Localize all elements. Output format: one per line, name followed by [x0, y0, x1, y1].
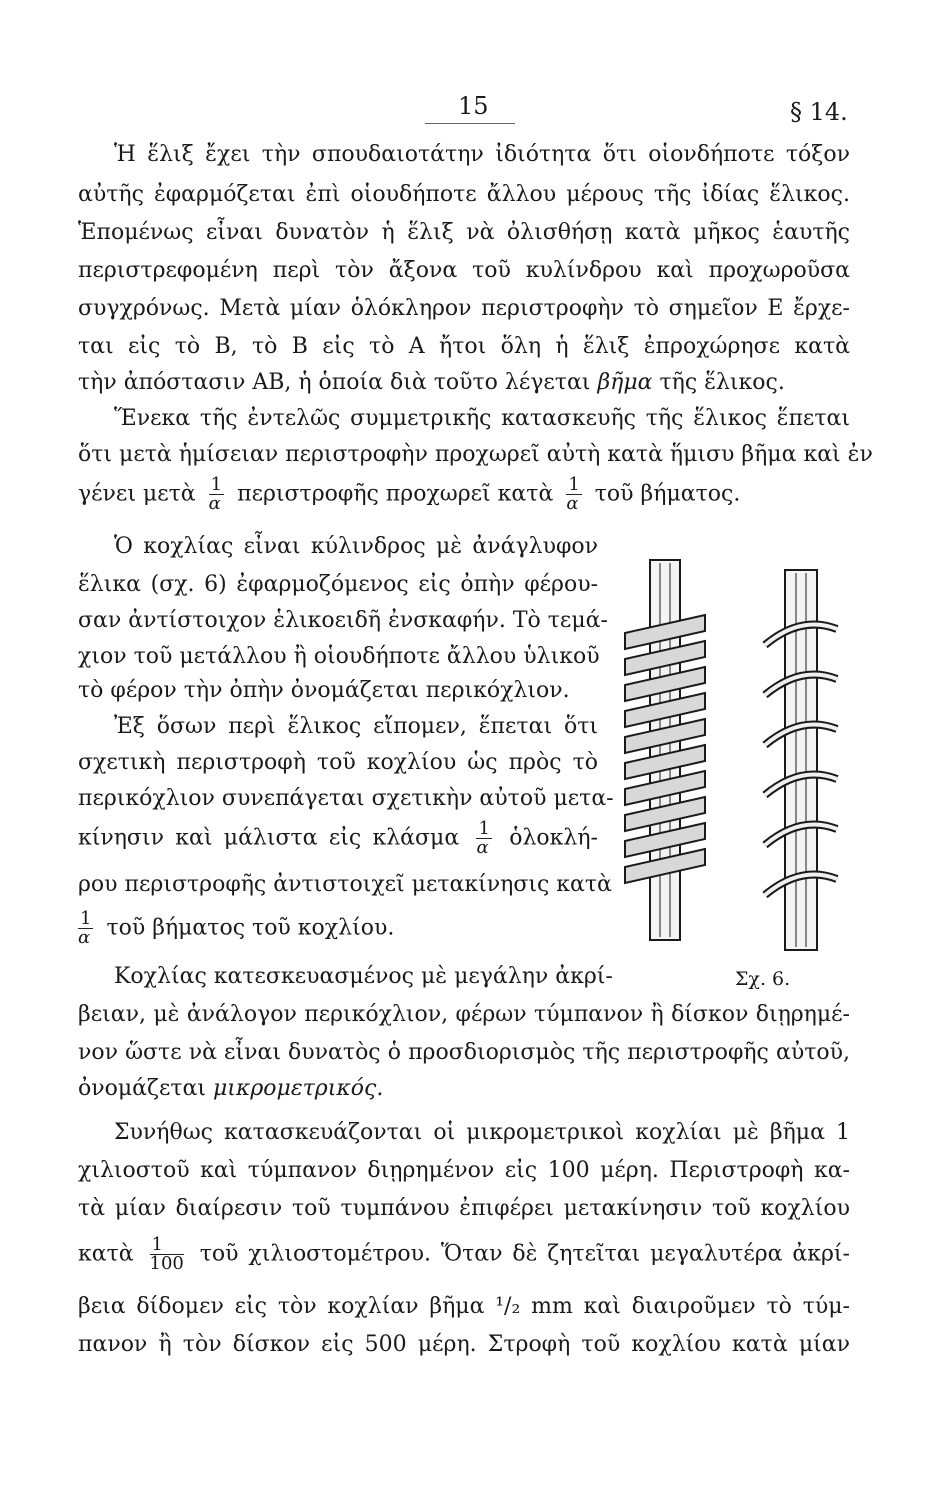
text-line: Ἑπομένως εἶναι δυνατὸν ἡ ἕλιξ νὰ ὀλισθήσῃ κατὰ μῆκος ἑαυτῆς: [78, 220, 850, 245]
fraction-numerator: 1: [478, 818, 490, 839]
text-span: κίνησιν καὶ μάλιστα εἰς κλάσμα: [78, 825, 460, 851]
fraction-one-over-hundred: [150, 1236, 184, 1273]
text-line: ὅτι μετὰ ἡμίσειαν περιστροφὴν προχωρεῖ αὐτὴ κατὰ ἥμισυ βῆμα καὶ ἐν: [78, 442, 873, 467]
text-line: [78, 820, 598, 857]
text-line: Ἐξ ὅσων περὶ ἕλικος εἴπομεν, ἕπεται ὅτι: [114, 714, 598, 739]
text-line: νον ὥστε νὰ εἶναι δυνατὸς ὁ προσδιορισμὸς τῆς περιστροφῆς αὐτοῦ,: [78, 1040, 850, 1065]
text-line: ρου περιστροφῆς ἀντιστοιχεῖ μετακίνησις κατὰ: [78, 872, 612, 897]
text-line: χιον τοῦ μετάλλου ἢ οἱουδήποτε ἄλλου ὑλικοῦ: [78, 644, 600, 669]
text-line: σαν ἀντίστοιχον ἑλικοειδῆ ἐνσκαφήν. Τὸ τεμά-: [78, 608, 608, 633]
text-line: τὸ φέρον τὴν ὀπὴν ὀνομάζεται περικόχλιον.: [78, 678, 570, 703]
text-line: [78, 1074, 850, 1104]
fraction-numerator: 1: [210, 474, 223, 495]
fraction-one-over-alpha: [209, 476, 224, 513]
fraction-denominator: α: [208, 493, 221, 514]
text-line: αὐτῆς ἐφαρμόζεται ἐπὶ οἱουδήποτε ἄλλου μέρους τῆς ἰδίας ἕλικος.: [78, 182, 850, 207]
text-line: Συνήθως κατασκευάζονται οἱ μικρομετρικοὶ κοχλίαι μὲ βῆμα 1: [114, 1120, 850, 1145]
text-line: βειαν, μὲ ἀνάλογον περικόχλιον, φέρων τύμπανον ἢ δίσκον διῃρημέ-: [78, 1002, 850, 1027]
emphasis-term: βῆμα: [597, 370, 653, 395]
text-line: [78, 910, 598, 947]
text-line: [78, 476, 778, 513]
section-number: § 14.: [790, 98, 848, 126]
text-span: τοῦ βήματος.: [594, 481, 741, 507]
text-span: τοῦ βήματος τοῦ κοχλίου.: [106, 915, 395, 941]
text-line: συγχρόνως. Μετὰ μίαν ὁλόκληρον περιστροφὴν τὸ σημεῖον Ε ἔρχε-: [78, 296, 850, 321]
emphasis-term: μικρομετρικός.: [213, 1076, 384, 1101]
text-line: Κοχλίας κατεσκευασμένος μὲ μεγάλην ἀκρί-: [114, 964, 613, 989]
text-line: Ἡ ἕλιξ ἔχει τὴν σπουδαιοτάτην ἰδιότητα ὅτι οἱονδήποτε τόξον: [114, 142, 850, 167]
text-span: γένει μετὰ: [78, 481, 196, 507]
fraction-one-over-alpha: [476, 820, 491, 857]
solid-screw-drawing: [625, 560, 705, 940]
coil-screw-drawing: [765, 570, 837, 950]
text-line: [78, 1236, 850, 1273]
text-line: ται εἰς τὸ Β, τὸ Β εἰς τὸ Α ἤτοι ὅλη ἡ ἕλιξ ἐπροχώρησε κατὰ: [78, 334, 850, 359]
screw-figure: [615, 555, 855, 955]
text-span: περιστροφῆς προχωρεῖ κατὰ: [237, 481, 554, 507]
fraction-one-over-alpha: [566, 476, 581, 513]
text-span: ὁλοκλή-: [509, 825, 598, 851]
text-span: κατὰ: [78, 1241, 134, 1267]
text-line: ἕλικα (σχ. 6) ἐφαρμοζόμενος εἰς ὀπὴν φέρου-: [78, 572, 598, 597]
fraction-denominator: α: [78, 927, 91, 948]
text-line: Ἕνεκα τῆς ἐντελῶς συμμετρικῆς κατασκευῆς τῆς ἕλικος ἕπεται: [114, 406, 850, 431]
screw-illustration: [615, 555, 855, 955]
fraction-one-over-alpha: [78, 910, 93, 947]
text-span: τῆς ἕλικος.: [659, 370, 785, 395]
text-line: χιλιοστοῦ καὶ τύμπανον διῃρημένον εἰς 100 μέρη. Περιστροφὴ κα-: [78, 1158, 850, 1183]
figure-caption: Σχ. 6.: [735, 968, 791, 990]
text-line: τὰ μίαν διαίρεσιν τοῦ τυμπάνου ἐπιφέρει μετακίνησιν τοῦ κοχλίου: [78, 1196, 850, 1221]
fraction-numerator: 1: [150, 1236, 184, 1255]
page-number: 15: [458, 92, 489, 120]
text-line: σχετικὴ περιστροφὴ τοῦ κοχλίου ὡς πρὸς τὸ: [78, 750, 598, 775]
fraction-numerator: 1: [80, 908, 92, 929]
text-line: πανον ἢ τὸν δίσκον εἰς 500 μέρη. Στροφὴ τοῦ κοχλίου κατὰ μίαν: [78, 1332, 850, 1357]
text-span: τοῦ χιλιοστομέτρου. Ὅταν δὲ ζητεῖται μεγαλυτέρα ἀκρί-: [199, 1241, 850, 1267]
text-line: περιστρεφομένη περὶ τὸν ἄξονα τοῦ κυλίνδρου καὶ προχωροῦσα: [78, 258, 850, 283]
text-span: ὀνομάζεται: [78, 1076, 206, 1101]
text-span: τὴν ἀπόστασιν ΑΒ, ἡ ὁποία διὰ τοῦτο λέγεται: [78, 370, 591, 395]
fraction-denominator: 100: [149, 1253, 184, 1274]
text-line: Ὁ κοχλίας εἶναι κύλινδρος μὲ ἀνάγλυφον: [114, 534, 598, 559]
text-line: περικόχλιον συνεπάγεται σχετικὴν αὐτοῦ μετα-: [78, 786, 614, 811]
fraction-denominator: α: [566, 493, 579, 514]
header-rule: [425, 123, 515, 124]
text-line: βεια δίδομεν εἰς τὸν κοχλίαν βῆμα ¹/₂ mm καὶ διαιροῦμεν τὸ τύμ-: [78, 1294, 850, 1319]
text-line: [78, 368, 850, 398]
fraction-denominator: α: [476, 837, 489, 858]
fraction-numerator: 1: [568, 474, 580, 495]
